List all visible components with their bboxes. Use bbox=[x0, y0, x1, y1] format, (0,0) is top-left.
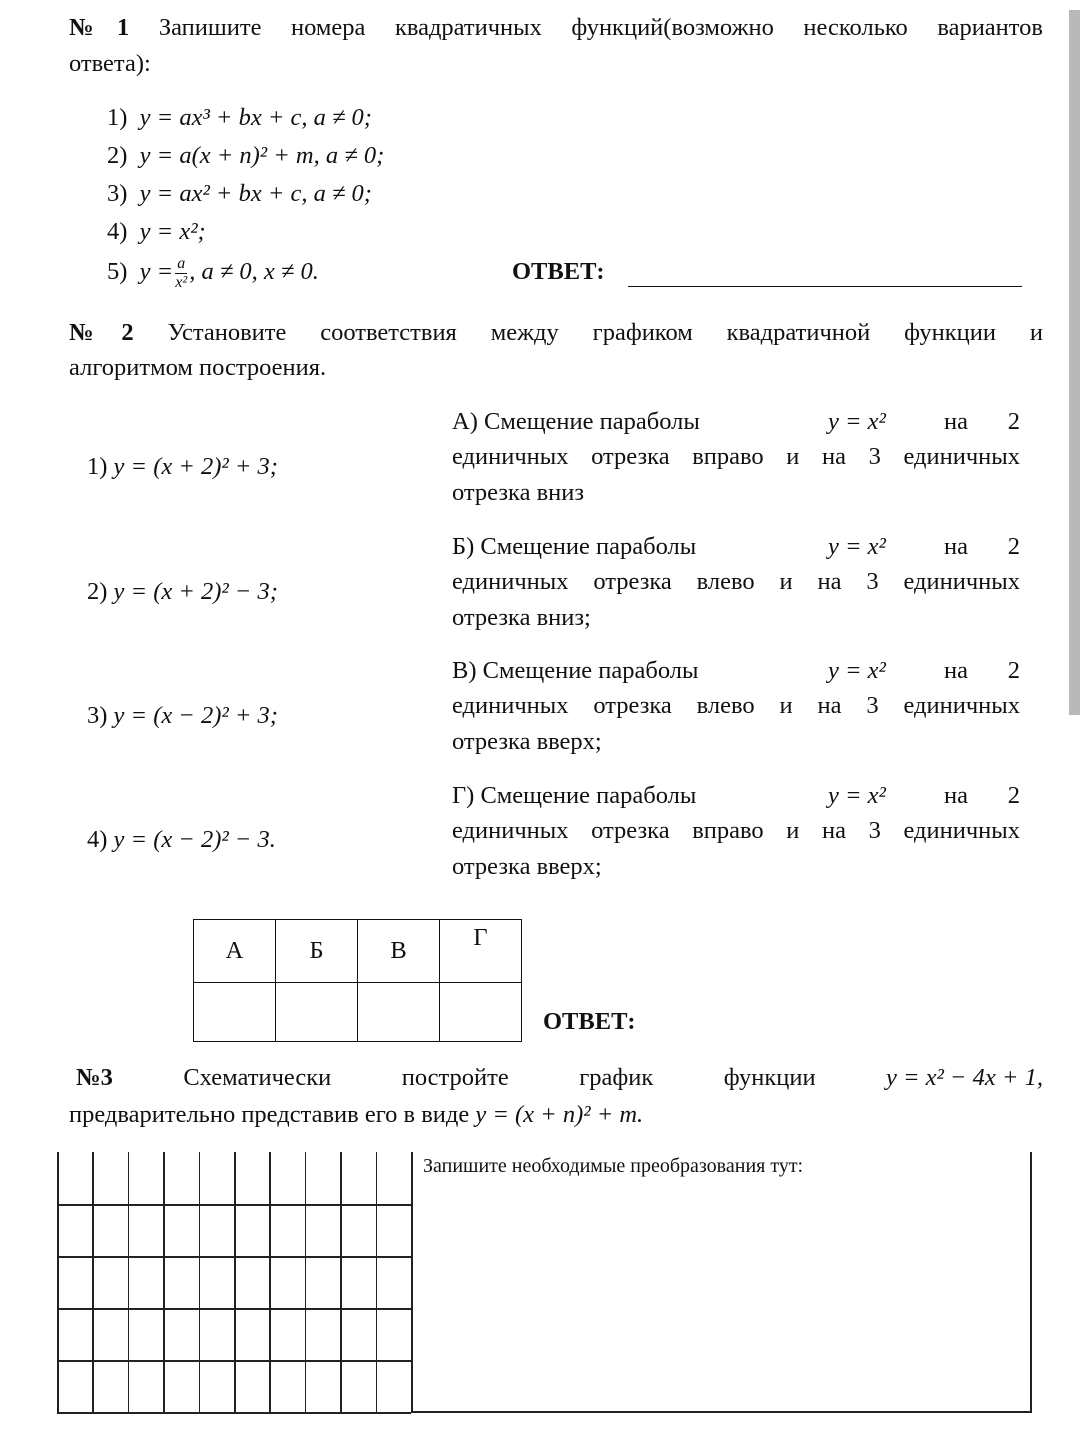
function-formula: y = (x − 2)² − 3. bbox=[113, 826, 276, 853]
option-text: на 2 bbox=[944, 782, 1020, 809]
list-item bbox=[107, 214, 206, 250]
item-number: 1) bbox=[107, 104, 128, 131]
option-text: на 2 bbox=[944, 408, 1020, 435]
task1-number: №1 bbox=[69, 14, 130, 41]
scrollbar[interactable] bbox=[1069, 10, 1080, 715]
table-header: Б bbox=[276, 920, 358, 983]
option-text: отрезка вниз; bbox=[452, 604, 591, 631]
task2-line1 bbox=[69, 315, 1043, 351]
function-number: 3) bbox=[87, 702, 108, 729]
option-text: на 2 bbox=[944, 657, 1020, 684]
grid-line-horizontal bbox=[57, 1412, 411, 1414]
notes-box-border bbox=[1030, 1152, 1032, 1413]
task3-text: предварительно представив его в виде bbox=[69, 1101, 470, 1128]
option-formula: y = x² bbox=[828, 408, 886, 435]
task3-word: функции bbox=[723, 1064, 816, 1091]
notes-area[interactable] bbox=[412, 1185, 1029, 1410]
function-item bbox=[87, 698, 278, 734]
task1-line2: ответа): bbox=[69, 50, 151, 77]
fraction-denominator: x² bbox=[175, 273, 188, 291]
grid-line-horizontal bbox=[57, 1204, 411, 1206]
option-formula: y = x² bbox=[828, 657, 886, 684]
answer-cell[interactable] bbox=[276, 983, 358, 1042]
item-number: 4) bbox=[107, 218, 128, 245]
item-number: 2) bbox=[107, 142, 128, 169]
option-text: А) Смещение параболы bbox=[452, 408, 700, 435]
task3-formula2: y = (x + n)² + m. bbox=[475, 1101, 644, 1128]
fraction bbox=[175, 255, 187, 292]
grid-line-vertical bbox=[234, 1152, 236, 1412]
answer-cell[interactable] bbox=[358, 983, 440, 1042]
task3-line1 bbox=[76, 1060, 1043, 1096]
task3-line2 bbox=[69, 1097, 643, 1133]
grid-line-horizontal bbox=[57, 1308, 411, 1310]
grid-line-vertical bbox=[199, 1152, 201, 1412]
table-header: А bbox=[194, 920, 276, 983]
task2-line2: алгоритмом построения. bbox=[69, 354, 327, 381]
task2-answer-label: ОТВЕТ: bbox=[543, 1008, 636, 1035]
option-text: отрезка вниз bbox=[452, 479, 585, 506]
grid-line-vertical bbox=[340, 1152, 342, 1412]
option-text: на 2 bbox=[944, 533, 1020, 560]
option-formula: y = x² bbox=[828, 533, 886, 560]
item-number: 5) bbox=[107, 258, 128, 285]
option-text: В) Смещение параболы bbox=[452, 657, 699, 684]
answer-cell[interactable] bbox=[440, 983, 522, 1042]
list-item bbox=[107, 138, 384, 174]
function-number: 2) bbox=[87, 578, 108, 605]
option-text: Б) Смещение параболы bbox=[452, 533, 697, 560]
option-text: единичных отрезка вправо и на 3 единичных bbox=[452, 443, 1020, 470]
grid-line-vertical bbox=[128, 1152, 130, 1412]
list-item bbox=[107, 254, 319, 292]
table-header: В bbox=[358, 920, 440, 983]
function-number: 1) bbox=[87, 453, 108, 480]
function-formula: y = (x + 2)² − 3; bbox=[113, 578, 278, 605]
list-item bbox=[107, 100, 372, 136]
task3-number: №3 bbox=[76, 1064, 113, 1091]
table-header: Г bbox=[440, 920, 522, 983]
function-item bbox=[87, 449, 278, 485]
task3-word: график bbox=[579, 1064, 654, 1091]
grid-line-horizontal bbox=[57, 1256, 411, 1258]
item-number: 3) bbox=[107, 180, 128, 207]
grid-line-vertical bbox=[269, 1152, 271, 1412]
task2-text: Установите соответствия между графиком квадратичной функции и bbox=[167, 319, 1044, 346]
option-text: единичных отрезка влево и на 3 единичных bbox=[452, 692, 1020, 719]
task1-answer-label: ОТВЕТ: bbox=[512, 258, 605, 285]
notes-label: Запишите необходимые преобразования тут: bbox=[423, 1155, 804, 1177]
function-formula: y = (x − 2)² + 3; bbox=[113, 702, 278, 729]
option-text: Г) Смещение параболы bbox=[452, 782, 697, 809]
item-formula: y = ax³ + bx + c, a ≠ 0; bbox=[139, 104, 372, 131]
notes-box-border bbox=[411, 1411, 1032, 1413]
option-text: единичных отрезка вправо и на 3 единичных bbox=[452, 817, 1020, 844]
answer-cell[interactable] bbox=[194, 983, 276, 1042]
item-formula: y = bbox=[139, 258, 174, 285]
grid-line-vertical bbox=[163, 1152, 165, 1412]
fraction-numerator: a bbox=[177, 254, 186, 272]
function-item bbox=[87, 574, 278, 610]
option-text: единичных отрезка влево и на 3 единичных bbox=[452, 568, 1020, 595]
function-number: 4) bbox=[87, 826, 108, 853]
list-item bbox=[107, 176, 372, 212]
task2-number: №2 bbox=[69, 319, 134, 346]
grid-line-vertical bbox=[92, 1152, 94, 1412]
task1-line1 bbox=[69, 10, 1043, 46]
task1-text: Запишите номера квадратичных функций(возможно несколько вариантов bbox=[158, 14, 1043, 41]
task3-formula: y = x² − 4x + 1, bbox=[886, 1064, 1043, 1091]
grid-line-vertical bbox=[305, 1152, 307, 1412]
item-formula: y = x²; bbox=[139, 218, 206, 245]
function-formula: y = (x + 2)² + 3; bbox=[113, 453, 278, 480]
task1-answer-line[interactable] bbox=[628, 286, 1022, 287]
option-formula: y = x² bbox=[828, 782, 886, 809]
grid-line-vertical bbox=[57, 1152, 59, 1412]
answer-table bbox=[193, 919, 522, 1042]
item-formula: y = ax² + bx + c, a ≠ 0; bbox=[139, 180, 372, 207]
task3-word: Схематически bbox=[183, 1064, 332, 1091]
grid-line-horizontal bbox=[57, 1360, 411, 1362]
grid-line-vertical bbox=[376, 1152, 378, 1412]
option-text: отрезка вверх; bbox=[452, 853, 602, 880]
item-formula: y = a(x + n)² + m, a ≠ 0; bbox=[139, 142, 385, 169]
option-text: отрезка вверх; bbox=[452, 728, 602, 755]
function-item bbox=[87, 822, 276, 858]
item-formula-rest: , a ≠ 0, x ≠ 0. bbox=[189, 258, 319, 285]
task3-word: постройте bbox=[401, 1064, 509, 1091]
